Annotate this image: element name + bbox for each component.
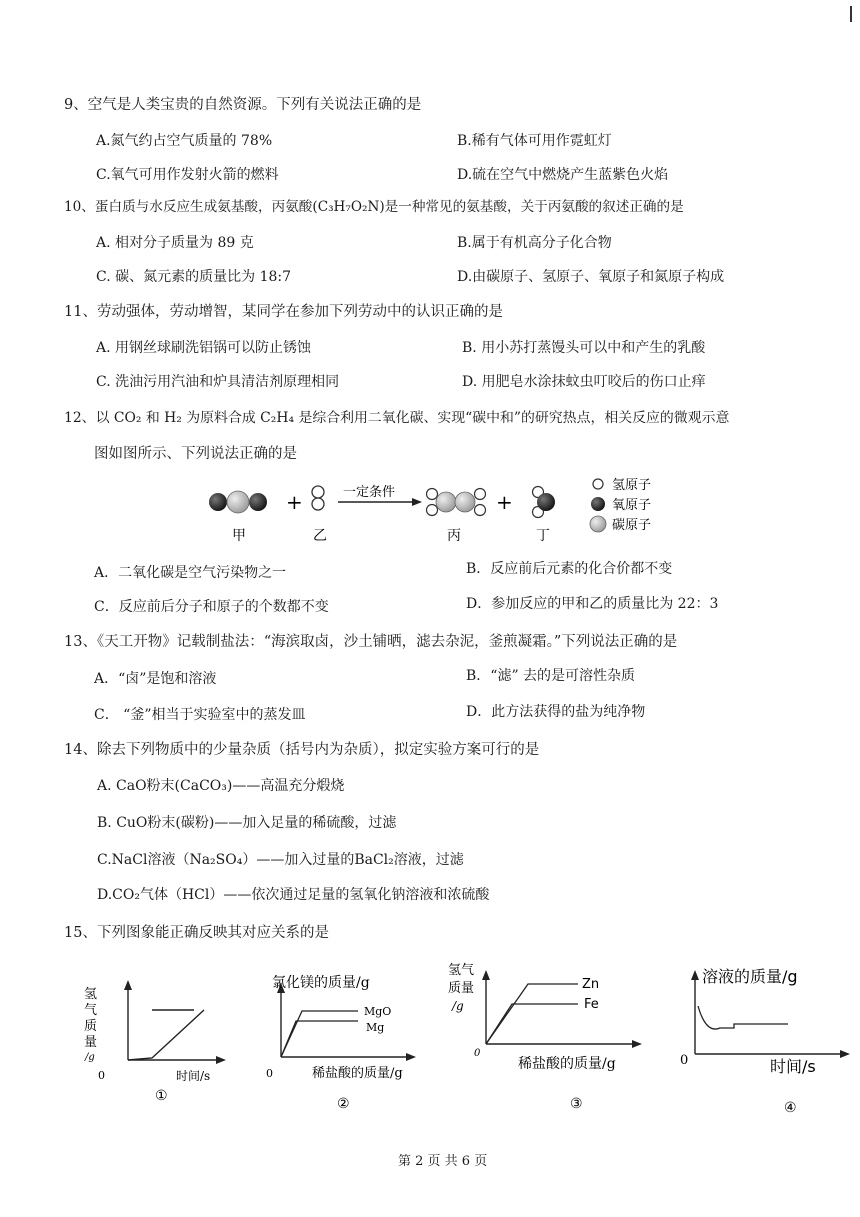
series-mgo-line	[281, 1011, 358, 1057]
label-jia: 甲	[232, 528, 246, 544]
question-9-option-c: C.氧气可用作发射火箭的燃料	[96, 167, 279, 183]
page-number: 第 2 页 共 6 页	[398, 1154, 488, 1169]
question-10-option-d: D.由碳原子、氢原子、氧原子和氮原子构成	[457, 269, 725, 285]
question-11-stem: 11、劳动强体，劳动增智，某同学在参加下列劳动中的认识正确的是	[64, 304, 503, 320]
plus-sign-2: +	[496, 490, 513, 514]
reaction-microscopic-diagram	[0, 478, 860, 558]
y-label-unit: /g	[85, 1052, 95, 1063]
question-11-option-a: A. 用钢丝球刷洗铝锅可以防止锈蚀	[96, 340, 312, 356]
x-axis-arrow	[406, 1053, 416, 1061]
legend-carbon-icon	[590, 516, 606, 532]
question-14-option-a: A. CaO粉末(CaCO₃)——高温充分煅烧	[97, 778, 345, 794]
graph-number: ①	[155, 1088, 168, 1104]
question-11-option-c: C. 洗油污用汽油和炉具清洁剂原理相同	[96, 374, 340, 390]
carbon-atom	[455, 492, 475, 512]
series-label-zn: Zn	[582, 977, 600, 992]
y-label: 氯化镁的质量/g	[272, 975, 370, 991]
question-14-option-b: B. CuO粉末(碳粉)——加入足量的稀硫酸，过滤	[97, 815, 397, 831]
label-yi: 乙	[313, 528, 327, 544]
series-label-mgo: MgO	[364, 1005, 392, 1018]
origin-label: 0	[266, 1067, 273, 1080]
y-label-char: 氢	[84, 987, 98, 1002]
hydrogen-atom	[427, 489, 438, 500]
question-13-option-a: A．“卤”是饱和溶液	[94, 671, 217, 687]
molecule-h2	[312, 486, 324, 510]
x-label: 时间/s	[770, 1057, 816, 1076]
question-11-option-d: D. 用肥皂水涂抹蚊虫叮咬后的伤口止痒	[462, 374, 706, 390]
origin-label: 0	[98, 1069, 105, 1082]
x-label: 稀盐酸的质量/g	[518, 1056, 616, 1072]
question-14-stem: 14、除去下列物质中的少量杂质（括号内为杂质），拟定实验方案可行的是	[64, 742, 540, 758]
y-label-char: 气	[84, 1003, 98, 1018]
question-13-option-b: B．“滤” 去的是可溶性杂质	[466, 668, 636, 684]
question-14-option-d: D.CO₂气体（HCl）——依次通过足量的氢氧化钠溶液和浓硫酸	[97, 887, 490, 903]
legend-oxygen-icon	[591, 497, 605, 511]
y-label-line: 氢气	[448, 963, 475, 978]
oxygen-atom	[249, 493, 267, 511]
question-9-stem: 9、空气是人类宝贵的自然资源。下列有关说法正确的是	[64, 97, 422, 113]
page-edge-mark	[850, 6, 852, 22]
graph-number: ③	[570, 1096, 583, 1112]
question-12-option-d: D．参加反应的甲和乙的质量比为 22：3	[466, 596, 719, 612]
y-axis-arrow	[482, 970, 490, 980]
question-12-stem-continued: 图如图所示、下列说法正确的是	[94, 446, 297, 462]
molecule-c2h4	[427, 489, 486, 516]
question-10-option-c: C. 碳、氮元素的质量比为 18:7	[96, 269, 292, 285]
graph-1	[70, 972, 230, 1102]
x-label: 稀盐酸的质量/g	[312, 1066, 403, 1081]
question-9-option-b: B.稀有气体可用作霓虹灯	[457, 133, 612, 149]
question-12-option-c: C．反应前后分子和原子的个数都不变	[94, 599, 329, 615]
graph-4	[676, 958, 856, 1116]
question-10-stem: 10、蛋白质与水反应生成氨基酸，丙氨酸(C₃H₇O₂N)是一种常见的氨基酸，关于丙氨酸的叙述正确的是	[64, 199, 684, 215]
x-axis-arrow	[840, 1050, 850, 1058]
question-10-option-a: A. 相对分子质量为 89 克	[96, 235, 254, 251]
question-12-stem: 12、以 CO₂ 和 H₂ 为原料合成 C₂H₄ 是综合利用二氧化碳、实现“碳中和”的研究热点，相关反应的微观示意	[64, 410, 730, 426]
series-zn-line	[486, 984, 578, 1044]
question-9-option-d: D.硫在空气中燃烧产生蓝紫色火焰	[457, 167, 669, 183]
hydrogen-atom	[475, 505, 486, 516]
origin-label: 0	[680, 1053, 689, 1068]
reaction-condition: 一定条件	[343, 485, 396, 500]
arrow-head	[412, 498, 422, 506]
oxygen-atom	[537, 493, 555, 511]
hydrogen-atom	[475, 489, 486, 500]
label-ding: 丁	[536, 528, 550, 544]
hydrogen-atom	[312, 498, 324, 510]
graph-2	[262, 965, 452, 1112]
question-9-option-a: A.氮气约占空气质量的 78%	[96, 133, 273, 149]
graph-number: ④	[784, 1100, 797, 1116]
carbon-atom	[227, 491, 249, 513]
carbon-atom	[436, 492, 456, 512]
question-13-option-c: C． “釜”相当于实验室中的蒸发皿	[94, 707, 306, 723]
question-12-option-a: A．二氧化碳是空气污染物之一	[94, 565, 287, 581]
question-15-stem: 15、下列图象能正确反映其对应关系的是	[64, 925, 329, 941]
y-label-char: 质	[84, 1019, 98, 1034]
molecule-co2	[209, 491, 267, 513]
question-14-option-c: C.NaCl溶液（Na₂SO₄）——加入过量的BaCl₂溶液，过滤	[97, 852, 464, 868]
question-10-option-b: B.属于有机高分子化合物	[457, 235, 612, 251]
y-label: 溶液的质量/g	[702, 967, 798, 986]
question-12-option-b: B．反应前后元素的化合价都不变	[466, 561, 673, 577]
question-13-option-d: D．此方法获得的盐为纯净物	[466, 704, 646, 720]
legend-hydrogen-label: 氢原子	[612, 478, 652, 493]
x-axis-arrow	[216, 1056, 226, 1064]
plus-sign-1: +	[286, 490, 303, 514]
y-axis-arrow	[124, 980, 132, 990]
y-axis-arrow	[691, 970, 699, 980]
question-13-stem: 13、《天工开物》记载制盐法：“海滨取卤，沙土铺晒，滤去杂泥，釜煎凝霜。”下列说法正确的是	[64, 634, 678, 650]
molecule-h2o	[533, 487, 556, 518]
series-label-fe: Fe	[584, 997, 599, 1012]
y-label-line: /g	[452, 999, 464, 1013]
legend-hydrogen-icon	[593, 479, 603, 489]
origin-label: 0	[474, 1048, 481, 1059]
solution-mass-curve	[698, 1006, 788, 1029]
hydrogen-atom	[312, 486, 324, 498]
graph-number: ②	[337, 1096, 350, 1112]
x-axis-arrow	[632, 1040, 642, 1048]
oxygen-atom	[209, 493, 227, 511]
hydrogen-curve	[128, 1010, 204, 1060]
label-bing: 丙	[447, 528, 461, 544]
series-mg-line	[281, 1021, 358, 1057]
y-label-char: 量	[84, 1035, 98, 1050]
y-label-line: 质量	[448, 981, 475, 996]
legend-oxygen-label: 氧原子	[612, 498, 652, 513]
question-11-option-b: B. 用小苏打蒸馒头可以中和产生的乳酸	[462, 340, 706, 356]
x-label: 时间/s	[176, 1069, 211, 1083]
hydrogen-atom	[427, 505, 438, 516]
legend-carbon-label: 碳原子	[612, 518, 652, 533]
atom-legend	[590, 478, 651, 533]
series-label-mg: Mg	[366, 1021, 385, 1034]
graph-3	[446, 958, 646, 1112]
